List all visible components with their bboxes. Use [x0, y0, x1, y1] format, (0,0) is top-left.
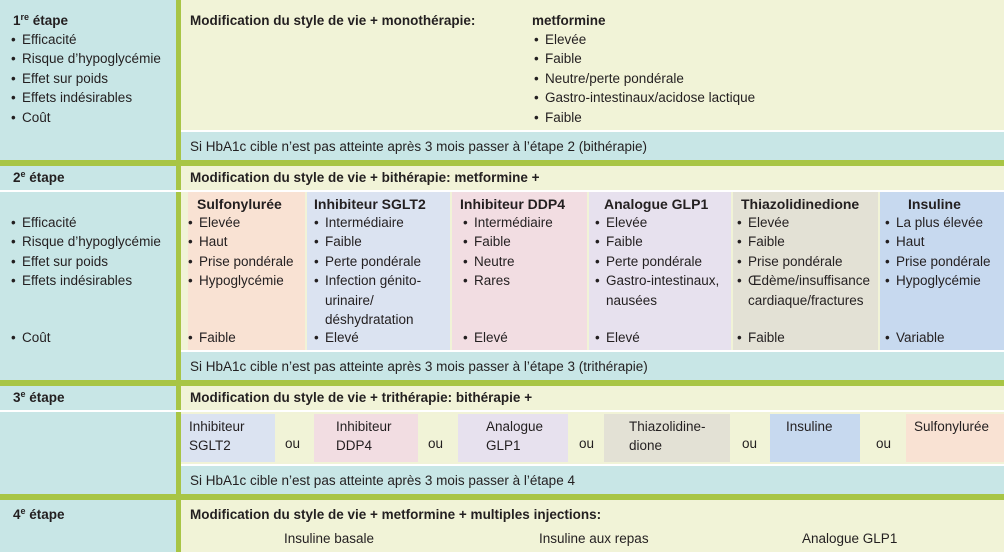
step2-cost-label — [11, 328, 51, 347]
column-values-thiazolidinedione — [737, 213, 877, 310]
value-item: • Prise pondérale — [737, 252, 877, 271]
value-item: • Elevé — [463, 328, 508, 347]
column-cost-insulin — [885, 328, 945, 347]
step4-label: 4e étape — [13, 506, 65, 522]
step2-criteria-list — [11, 213, 161, 291]
step1-label: 1re étape — [13, 12, 69, 28]
value-item: • Faible — [314, 232, 444, 251]
step3-footer: Si HbA1c cible n’est pas atteinte après 3 mois passer à l’étape 4 — [190, 473, 575, 488]
value-item: • Intermédiaire — [314, 213, 444, 232]
step1-footer: Si HbA1c cible n’est pas atteinte après 3 mois passer à l’étape 2 (bithérapie) — [190, 139, 647, 154]
criterion-item: • Effet sur poids — [11, 252, 161, 271]
value-item: • Faible — [534, 49, 755, 68]
step4-item: Insuline basale — [284, 531, 375, 546]
value-item: • Prise pondérale — [188, 252, 294, 271]
step4-item: Insuline aux repas — [539, 531, 649, 546]
step1-heading: Modification du style de vie + monothérapie: — [190, 13, 476, 28]
step2-label: 2e étape — [13, 169, 65, 185]
value-item: • Perte pondérale — [595, 252, 730, 271]
connector-or: ou — [285, 436, 301, 451]
value-item: • Œdème/insuffisance cardiaque/fractures — [737, 271, 877, 310]
option-insulin: Insuline — [786, 419, 833, 434]
value-item: • Gastro-intestinaux/acidose lactique — [534, 88, 755, 107]
option-thiazolidinedione: Thiazolidine- dione — [629, 419, 706, 453]
step1-criteria-list — [11, 30, 161, 127]
step1-values-list — [534, 30, 755, 127]
value-item: • Faible — [534, 108, 755, 127]
column-values-insulin — [885, 213, 991, 291]
value-item: • Elevée — [737, 213, 877, 232]
criterion-item: • Risque d’hypoglycémie — [11, 232, 161, 251]
column-header-sulfonylurea: Sulfonylurée — [197, 196, 282, 212]
step2-footer: Si HbA1c cible n’est pas atteinte après 3 mois passer à l’étape 3 (trithérapie) — [190, 359, 648, 374]
criterion-item: • Risque d’hypoglycémie — [11, 49, 161, 68]
value-item: • Variable — [885, 328, 945, 347]
value-item: • Faible — [737, 232, 877, 251]
value-item: • Elevée — [188, 213, 294, 232]
column-cost-thiazolidinedione — [737, 328, 785, 347]
step4-heading: Modification du style de vie + metformine + multiples injections: — [190, 507, 602, 522]
value-item: • Rares — [463, 271, 553, 290]
column-values-sulfonylurea — [188, 213, 294, 291]
value-item: • La plus élevée — [885, 213, 991, 232]
criterion-item: • Effet sur poids — [11, 69, 161, 88]
connector-or: ou — [579, 436, 595, 451]
column-values-sglt2 — [314, 213, 444, 329]
option-glp1: Analogue GLP1 — [486, 419, 544, 453]
value-item: • Faible — [595, 232, 730, 251]
value-item: • Prise pondérale — [885, 252, 991, 271]
value-item: • Elevée — [595, 213, 730, 232]
value-item: • Neutre/perte pondérale — [534, 69, 755, 88]
column-header-insulin: Insuline — [908, 196, 961, 212]
value-item: • Elevé — [595, 328, 640, 347]
column-header-thiazolidinedione: Thiazolidinedione — [741, 196, 860, 212]
value-item: • Infection génito-urinaire/ déshydratation — [314, 271, 444, 329]
step3-heading: Modification du style de vie + trithérapie: bithérapie + — [190, 390, 533, 405]
step4-item: Analogue GLP1 — [802, 531, 898, 546]
criterion-item: • Coût — [11, 328, 51, 347]
option-ddp4: Inhibiteur DDP4 — [336, 419, 392, 453]
value-item: • Faible — [188, 328, 236, 347]
step1-drug: metformine — [532, 13, 606, 28]
value-item: • Faible — [737, 328, 785, 347]
step2-heading: Modification du style de vie + bithérapie: metformine + — [190, 170, 540, 185]
value-item: • Haut — [188, 232, 294, 251]
column-cost-glp1 — [595, 328, 640, 347]
value-item: • Hypoglycémie — [188, 271, 294, 290]
value-item: • Faible — [463, 232, 553, 251]
connector-or: ou — [428, 436, 444, 451]
value-item: • Haut — [885, 232, 991, 251]
connector-or: ou — [742, 436, 758, 451]
value-item: • Intermédiaire — [463, 213, 553, 232]
connector-or: ou — [876, 436, 892, 451]
criterion-item: • Efficacité — [11, 213, 161, 232]
value-item: • Perte pondérale — [314, 252, 444, 271]
column-values-ddp4 — [463, 213, 553, 291]
column-cost-sulfonylurea — [188, 328, 236, 347]
column-values-glp1 — [595, 213, 730, 310]
column-cost-sglt2 — [314, 328, 359, 347]
option-sglt2: Inhibiteur SGLT2 — [189, 419, 245, 453]
value-item: • Elevée — [534, 30, 755, 49]
column-header-sglt2: Inhibiteur SGLT2 — [314, 196, 426, 212]
criterion-item: • Coût — [11, 108, 161, 127]
step3-label: 3e étape — [13, 389, 65, 405]
column-header-ddp4: Inhibiteur DDP4 — [460, 196, 566, 212]
option-sulfonylurea: Sulfonylurée — [914, 419, 990, 434]
column-header-glp1: Analogue GLP1 — [604, 196, 709, 212]
value-item: • Gastro-intestinaux, nausées — [595, 271, 730, 310]
value-item: • Neutre — [463, 252, 553, 271]
value-item: • Hypoglycémie — [885, 271, 991, 290]
criterion-item: • Effets indésirables — [11, 88, 161, 107]
value-item: • Elevé — [314, 328, 359, 347]
criterion-item: • Efficacité — [11, 30, 161, 49]
criterion-item: • Effets indésirables — [11, 271, 161, 290]
column-cost-ddp4 — [463, 328, 508, 347]
